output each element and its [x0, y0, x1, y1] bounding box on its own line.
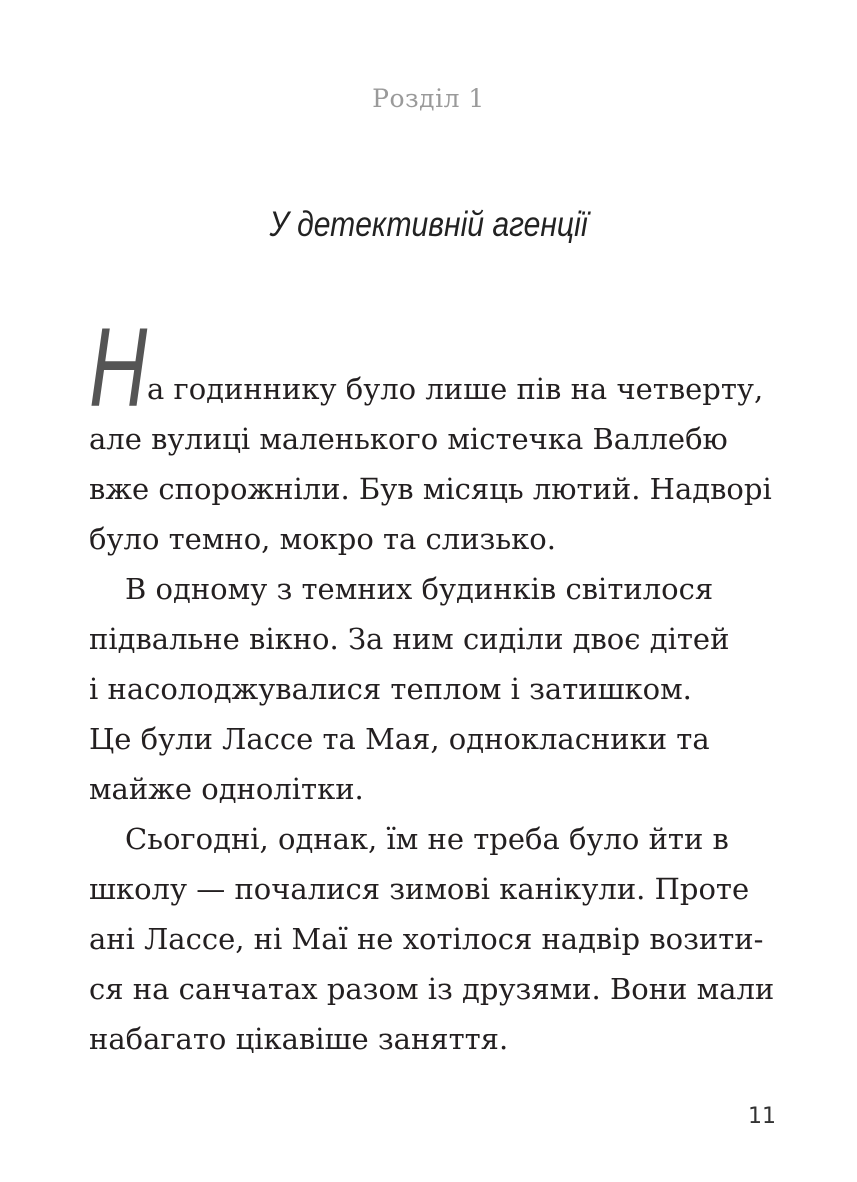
drop-cap: Н [89, 305, 148, 430]
text-line: вже спорожніли. Був місяць лютий. Надворі [89, 472, 772, 506]
text-line: а годиннику було лише пів на четверту, [147, 372, 764, 406]
text-line: Сьогодні, однак, їм не треба було йти в [125, 822, 729, 856]
text-line: набагато цікавіше заняття. [89, 1022, 509, 1056]
chapter-title: У детективній агенції [269, 205, 588, 244]
text-line: було темно, мокро та слизько. [89, 522, 556, 556]
text-line: ся на санчатах разом із друзями. Вони мали [89, 972, 775, 1006]
text-line: підвальне вікно. За ним сиділи двоє дітей [89, 622, 730, 656]
body-text [89, 364, 775, 1064]
text-line: але вулиці маленького містечка Валлебю [89, 422, 728, 456]
text-line: школу — почалися зимові канікули. Проте [89, 872, 750, 906]
text-line: ані Лассе, ні Маї не хотілося надвір возити- [89, 922, 764, 956]
page-number: 11 [748, 1104, 776, 1129]
text-line: Це були Лассе та Мая, однокласники та [89, 722, 710, 756]
chapter-label: Розділ 1 [372, 84, 485, 113]
text-line: і насолоджувалися теплом і затишком. [89, 672, 692, 706]
text-line: В одному з темних будинків світилося [125, 572, 714, 606]
text-line: майже однолітки. [89, 772, 364, 806]
